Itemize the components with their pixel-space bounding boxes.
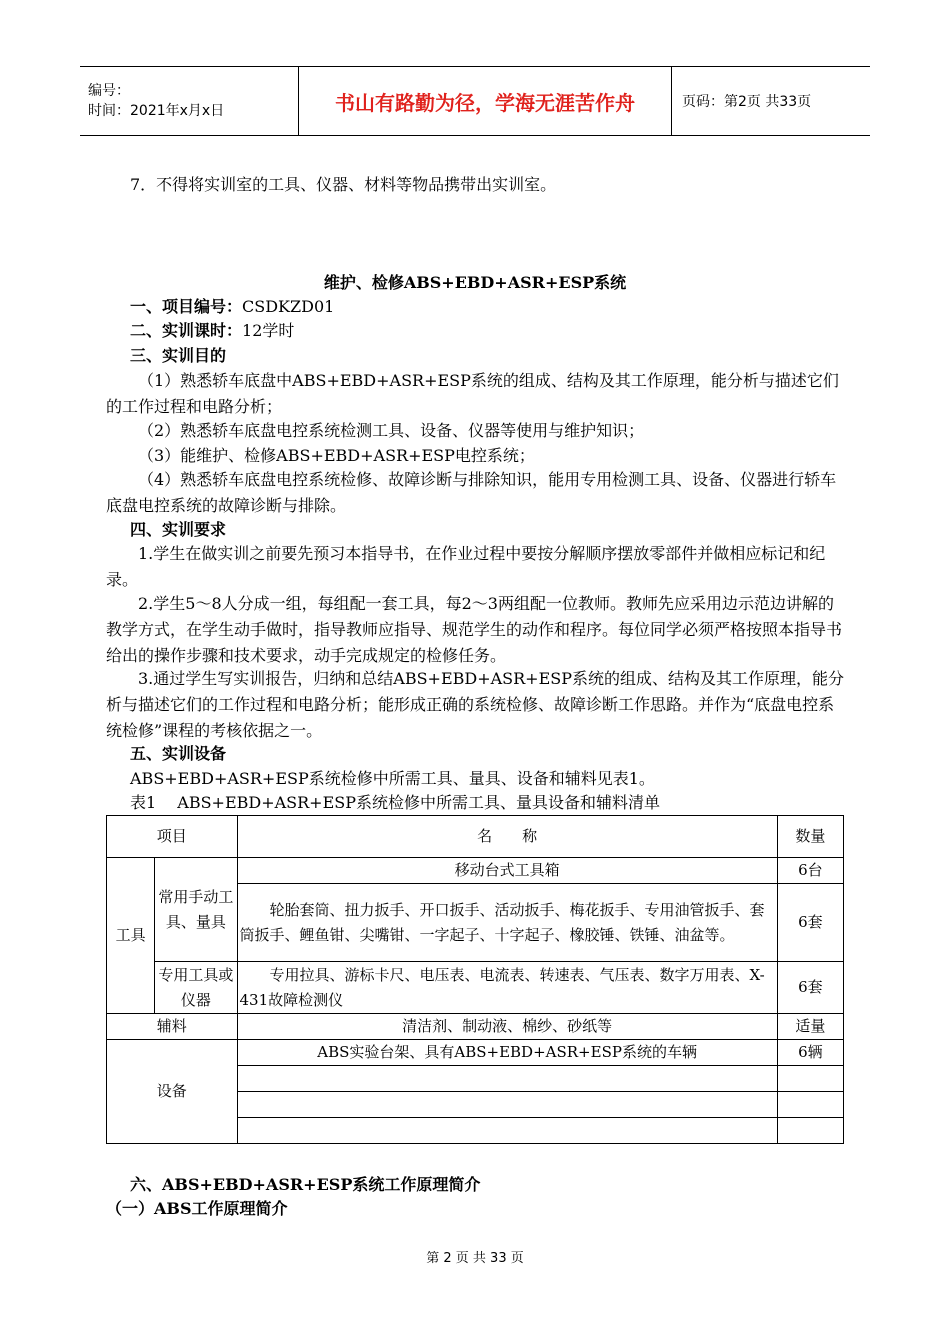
goal-item: （2）熟悉轿车底盘电控系统检测工具、设备、仪器等使用与维护知识； [138, 421, 645, 440]
requirement-item: 1.学生在做实训之前要先预习本指导书，在作业过程中要按分解顺序摆放零部件并做相应标记和纪录。 [106, 544, 826, 589]
hand-tools-category: 常用手动工具、量具 [155, 858, 237, 962]
hand-tools-name: 轮胎套筒、扭力扳手、开口扳手、活动扳手、梅花扳手、专用油管扳手、套筒扳手、鲤鱼钳、尖嘴钳、一字起子、十字起子、橡胶锤、铁锤、油盆等。 [237, 884, 777, 962]
goal-item: （4）熟悉轿车底盘电控系统检修、故障诊断与排除知识，能用专用检测工具、设备、仪器进行轿车底盘电控系统的故障诊断与排除。 [106, 470, 837, 515]
toolbox-name: 移动台式工具箱 [237, 858, 777, 884]
table-row [107, 858, 844, 884]
equipment-qty: 6辆 [777, 1040, 843, 1066]
tools-category: 工具 [107, 858, 155, 1014]
section-principle-heading: 六、ABS+EBD+ASR+ESP系统工作原理简介 [130, 1175, 481, 1194]
toolbox-qty: 6台 [777, 858, 843, 884]
header-number: 编号： [88, 83, 130, 99]
project-number-value: CSDKZD01 [242, 297, 335, 316]
page-footer: 第 2 页 共 33 页 [426, 1251, 524, 1266]
table-row [107, 1014, 844, 1040]
empty-cell [237, 1118, 777, 1144]
table-header-row [107, 816, 844, 858]
subsection-abs-heading: （一）ABS工作原理简介 [106, 1199, 288, 1218]
section-requirements-heading: 四、实训要求 [130, 520, 227, 539]
table-row [107, 962, 844, 1014]
empty-cell [777, 1066, 843, 1092]
equipment-category: 设备 [107, 1040, 238, 1144]
hand-tools-qty: 6套 [777, 884, 843, 962]
special-tools-qty: 6套 [777, 962, 843, 1014]
table-caption: 表1 ABS+EBD+ASR+ESP系统检修中所需工具、量具设备和辅料清单 [130, 793, 660, 812]
aux-name: 清洁剂、制动液、棉纱、砂纸等 [237, 1014, 777, 1040]
requirement-item: 2.学生5～8人分成一组，每组配一套工具，每2～3两组配一位教师。教师先应采用边示范边讲解的教学方式，在学生动手做时，指导教师应指导、规范学生的动作和程序。每位同学必须严格按照本指导书给出的操作步骤和技术要求，动手完成规定的检修任务。 [106, 594, 843, 665]
aux-category: 辅料 [107, 1014, 238, 1040]
header-qty: 数量 [777, 816, 843, 858]
rule-7: 7．不得将实训室的工具、仪器、材料等物品携带出实训室。 [130, 175, 557, 194]
special-tools-category: 专用工具或仪器 [155, 962, 237, 1014]
section-label: 二、实训课时： [130, 321, 243, 340]
special-tools-name: 专用拉具、游标卡尺、电压表、电流表、转速表、气压表、数字万用表、X-431故障检测仪 [237, 962, 777, 1014]
header-name: 名 称 [237, 816, 777, 858]
section-hours [130, 318, 294, 344]
equipment-name: ABS实验台架、具有ABS+EBD+ASR+ESP系统的车辆 [237, 1040, 777, 1066]
header-motto: 书山有路勤为径，学海无涯苦作舟 [299, 67, 672, 136]
requirement-item: 3.通过学生写实训报告，归纳和总结ABS+EBD+ASR+ESP系统的组成、结构及其工作原理，能分析与描述它们的工作过程和电路分析；能形成正确的系统检修、故障诊断工作思路。并作为“底盘电控系统检修”课程的考核依据之一。 [106, 669, 844, 740]
header-meta [80, 67, 299, 136]
equipment-table [106, 815, 844, 1144]
empty-cell [237, 1066, 777, 1092]
header-page: 页码：第2页 共33页 [672, 67, 871, 136]
empty-cell [237, 1092, 777, 1118]
section-goals-heading: 三、实训目的 [130, 346, 227, 365]
empty-cell [777, 1092, 843, 1118]
section-equipment-heading: 五、实训设备 [130, 744, 227, 763]
page-header [80, 66, 870, 136]
section-label: 一、项目编号： [130, 297, 243, 316]
aux-qty: 适量 [777, 1014, 843, 1040]
doc-title: 维护、检修ABS+EBD+ASR+ESP系统 [323, 273, 627, 292]
goal-item: （3）能维护、检修ABS+EBD+ASR+ESP电控系统； [138, 446, 535, 465]
hours-value: 12学时 [242, 321, 295, 340]
empty-cell [777, 1118, 843, 1144]
section-project-number [130, 294, 334, 320]
equipment-intro: ABS+EBD+ASR+ESP系统检修中所需工具、量具、设备和辅料见表1。 [130, 769, 655, 788]
goal-item: （1）熟悉轿车底盘中ABS+EBD+ASR+ESP系统的组成、结构及其工作原理，能分析与描述它们的工作过程和电路分析； [106, 371, 839, 416]
header-item: 项目 [107, 816, 238, 858]
header-time: 时间：2021年x月x日 [88, 103, 225, 119]
table-row [107, 1040, 844, 1066]
